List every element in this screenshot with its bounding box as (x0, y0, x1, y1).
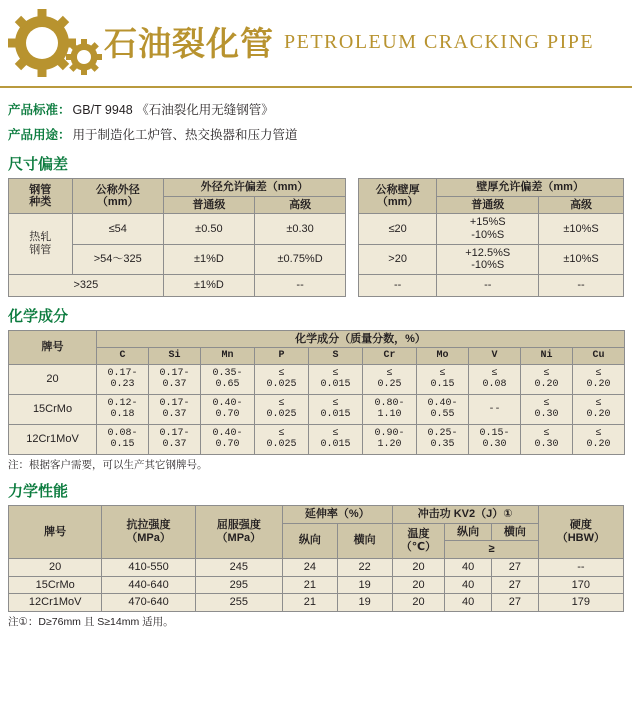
chem-header-element: C (97, 348, 149, 365)
chem-cell: ≤ 0.30 (521, 424, 573, 454)
mech-header-tensile: 抗拉强度 （MPa） (102, 505, 195, 558)
table-row (9, 214, 624, 244)
table-row (9, 505, 624, 523)
chem-cell: 0.08- 0.15 (97, 424, 149, 454)
dim-wt-normal: +12.5%S -10%S (437, 244, 539, 274)
mech-header-yield: 屈服强度 （MPa） (195, 505, 282, 558)
mech-yield: 255 (195, 594, 282, 612)
chem-brand: 15CrMo (9, 394, 97, 424)
chem-cell: ≤ 0.20 (573, 424, 625, 454)
mech-yield: 245 (195, 558, 282, 576)
mech-header-impact-temp: 温度 （℃） (392, 523, 445, 558)
chem-header-element: Mo (417, 348, 469, 365)
dim-wt-value: >20 (358, 244, 436, 274)
mech-header-elong-long: 纵向 (282, 523, 337, 558)
gears-icon (8, 9, 104, 77)
mech-elong-trans: 19 (337, 576, 392, 594)
mech-temp: 20 (392, 594, 445, 612)
chem-cell: 0.90- 1.20 (363, 424, 417, 454)
chem-cell: ≤ 0.025 (255, 394, 309, 424)
table-row (9, 594, 624, 612)
chem-cell: 0.17- 0.37 (149, 364, 201, 394)
dim-header-od-tol-normal: 普通级 (163, 196, 254, 214)
dim-header-wt-tol: 壁厚允许偏差（mm） (437, 179, 624, 197)
dim-header-wt-tol-high: 高级 (539, 196, 624, 214)
chem-cell: ≤ 0.015 (309, 394, 363, 424)
chem-header-element: Cr (363, 348, 417, 365)
chem-cell: 0.25- 0.35 (417, 424, 469, 454)
gears-icon-svg (8, 9, 104, 81)
mech-elong-trans: 19 (337, 594, 392, 612)
mech-hardness: -- (538, 558, 623, 576)
mech-tensile: 440-640 (102, 576, 195, 594)
mech-brand: 15CrMo (9, 576, 102, 594)
mech-header-brand: 牌号 (9, 505, 102, 558)
dim-kind-label: 热轧 钢管 (9, 214, 73, 275)
mech-header-elong-trans: 横向 (337, 523, 392, 558)
chem-cell: ≤ 0.25 (363, 364, 417, 394)
mechanical-table (8, 505, 624, 612)
dim-header-od-tol-high: 高级 (254, 196, 345, 214)
chem-cell: ≤ 0.15 (417, 364, 469, 394)
chem-cell: ≤ 0.30 (521, 394, 573, 424)
mech-impact-long: 40 (445, 576, 492, 594)
dim-od-value: >54～325 (72, 244, 163, 274)
mech-temp: 20 (392, 558, 445, 576)
chem-cell: 0.17- 0.37 (149, 394, 201, 424)
dim-wt-high: -- (539, 274, 624, 296)
chem-header-element: V (469, 348, 521, 365)
mech-temp: 20 (392, 576, 445, 594)
dim-wt-high: ±10%S (539, 214, 624, 244)
chem-cell: ≤ 0.20 (521, 364, 573, 394)
chem-cell: 0.40- 0.70 (201, 424, 255, 454)
product-info (8, 100, 632, 145)
mech-hardness: 179 (538, 594, 623, 612)
mech-brand: 20 (9, 558, 102, 576)
product-standard-value: GB/T 9948 《石油裂化用无缝钢管》 (72, 103, 274, 117)
dim-header-kind: 钢管 种类 (9, 179, 73, 214)
mech-header-impact: 冲击功 KV2（J）① (392, 505, 538, 523)
table-row (9, 330, 625, 348)
chem-cell: 0.17- 0.37 (149, 424, 201, 454)
chem-brand: 12Cr1MoV (9, 424, 97, 454)
chem-header-element: Mn (201, 348, 255, 365)
chem-header-element: Ni (521, 348, 573, 365)
mech-impact-long: 40 (445, 558, 492, 576)
table-row (9, 179, 624, 197)
dim-od-high: ±0.75%D (254, 244, 345, 274)
chem-header-element: S (309, 348, 363, 365)
dim-od-high: ±0.30 (254, 214, 345, 244)
chem-cell: ≤ 0.015 (309, 424, 363, 454)
product-usage-label: 产品用途： (8, 128, 71, 142)
chem-cell: ≤ 0.025 (255, 424, 309, 454)
table-row (9, 244, 624, 274)
chem-cell: 0.40- 0.55 (417, 394, 469, 424)
product-standard-row (8, 100, 632, 120)
mech-impact-trans: 27 (492, 576, 539, 594)
table-row (9, 348, 625, 365)
chem-cell: 0.40- 0.70 (201, 394, 255, 424)
chem-cell: -- (469, 394, 521, 424)
dim-header-wt-tol-normal: 普通级 (437, 196, 539, 214)
mech-elong-long: 21 (282, 576, 337, 594)
dim-od-normal: ±1%D (163, 274, 254, 296)
mech-header-impact-trans: 横向 (492, 523, 539, 541)
chem-cell: ≤ 0.20 (573, 364, 625, 394)
page-header (0, 0, 632, 88)
chem-cell: ≤ 0.015 (309, 364, 363, 394)
chem-cell: ≤ 0.08 (469, 364, 521, 394)
mech-header-elongation: 延伸率（%） (282, 505, 392, 523)
dim-header-od-tol: 外径允许偏差（mm） (163, 179, 345, 197)
chem-cell: 0.35- 0.65 (201, 364, 255, 394)
mech-brand: 12Cr1MoV (9, 594, 102, 612)
mech-impact-trans: 27 (492, 594, 539, 612)
dim-od-high: -- (254, 274, 345, 296)
product-usage-row (8, 125, 632, 145)
mech-header-hardness: 硬度 （HBW） (538, 505, 623, 558)
dim-header-wt: 公称壁厚 （mm） (358, 179, 436, 214)
chem-header-element: Si (149, 348, 201, 365)
mech-impact-trans: 27 (492, 558, 539, 576)
section-title-dimension: 尺寸偏差 (8, 156, 69, 173)
table-row (9, 424, 625, 454)
dim-wt-high: ±10%S (539, 244, 624, 274)
chem-cell: 0.15- 0.30 (469, 424, 521, 454)
page-title-en: PETROLEUM CRACKING PIPE (284, 31, 595, 53)
dim-od-value: ≤54 (72, 214, 163, 244)
dim-od-normal: ±1%D (163, 244, 254, 274)
table-row (9, 576, 624, 594)
chem-cell: ≤ 0.025 (255, 364, 309, 394)
dim-od-normal: ±0.50 (163, 214, 254, 244)
dim-wt-value: -- (358, 274, 436, 296)
chemical-table-note: 注：根据客户需要，可以生产其它钢牌号。 (8, 458, 208, 471)
dim-header-od: 公称外径 （mm） (72, 179, 163, 214)
mech-elong-long: 24 (282, 558, 337, 576)
chem-header-brand: 牌号 (9, 330, 97, 364)
mech-elong-long: 21 (282, 594, 337, 612)
product-usage-value: 用于制造化工炉管、热交换器和压力管道 (72, 128, 298, 142)
mech-tensile: 410-550 (102, 558, 195, 576)
mech-hardness: 170 (538, 576, 623, 594)
mech-tensile: 470-640 (102, 594, 195, 612)
dim-od-value: >325 (9, 274, 164, 296)
dim-wt-normal: -- (437, 274, 539, 296)
mech-elong-trans: 22 (337, 558, 392, 576)
dim-wt-normal: +15%S -10%S (437, 214, 539, 244)
page-title-cn: 石油裂化管 (104, 23, 274, 63)
mech-yield: 295 (195, 576, 282, 594)
chem-cell: 0.17- 0.23 (97, 364, 149, 394)
chem-header-group: 化学成分（质量分数，%） (97, 330, 625, 348)
table-row (9, 274, 624, 296)
product-standard-label: 产品标准： (8, 103, 71, 117)
chem-header-element: P (255, 348, 309, 365)
section-title-chemical: 化学成分 (8, 307, 69, 325)
section-title-mechanical: 力学性能 (8, 482, 69, 500)
chem-cell: ≤ 0.20 (573, 394, 625, 424)
table-row (9, 394, 625, 424)
dimension-table (8, 178, 624, 297)
table-row (9, 558, 624, 576)
mech-header-impact-ge: ≥ (445, 541, 538, 559)
chemical-table (8, 330, 625, 455)
chem-cell: 0.12- 0.18 (97, 394, 149, 424)
table-row (9, 364, 625, 394)
mechanical-table-note: 注①：D≥76mm 且 S≥14mm 适用。 (8, 615, 174, 628)
dim-wt-value: ≤20 (358, 214, 436, 244)
chem-cell: 0.80- 1.10 (363, 394, 417, 424)
chem-brand: 20 (9, 364, 97, 394)
mech-header-impact-long: 纵向 (445, 523, 492, 541)
table-gap (346, 179, 359, 297)
chem-header-element: Cu (573, 348, 625, 365)
mech-impact-long: 40 (445, 594, 492, 612)
